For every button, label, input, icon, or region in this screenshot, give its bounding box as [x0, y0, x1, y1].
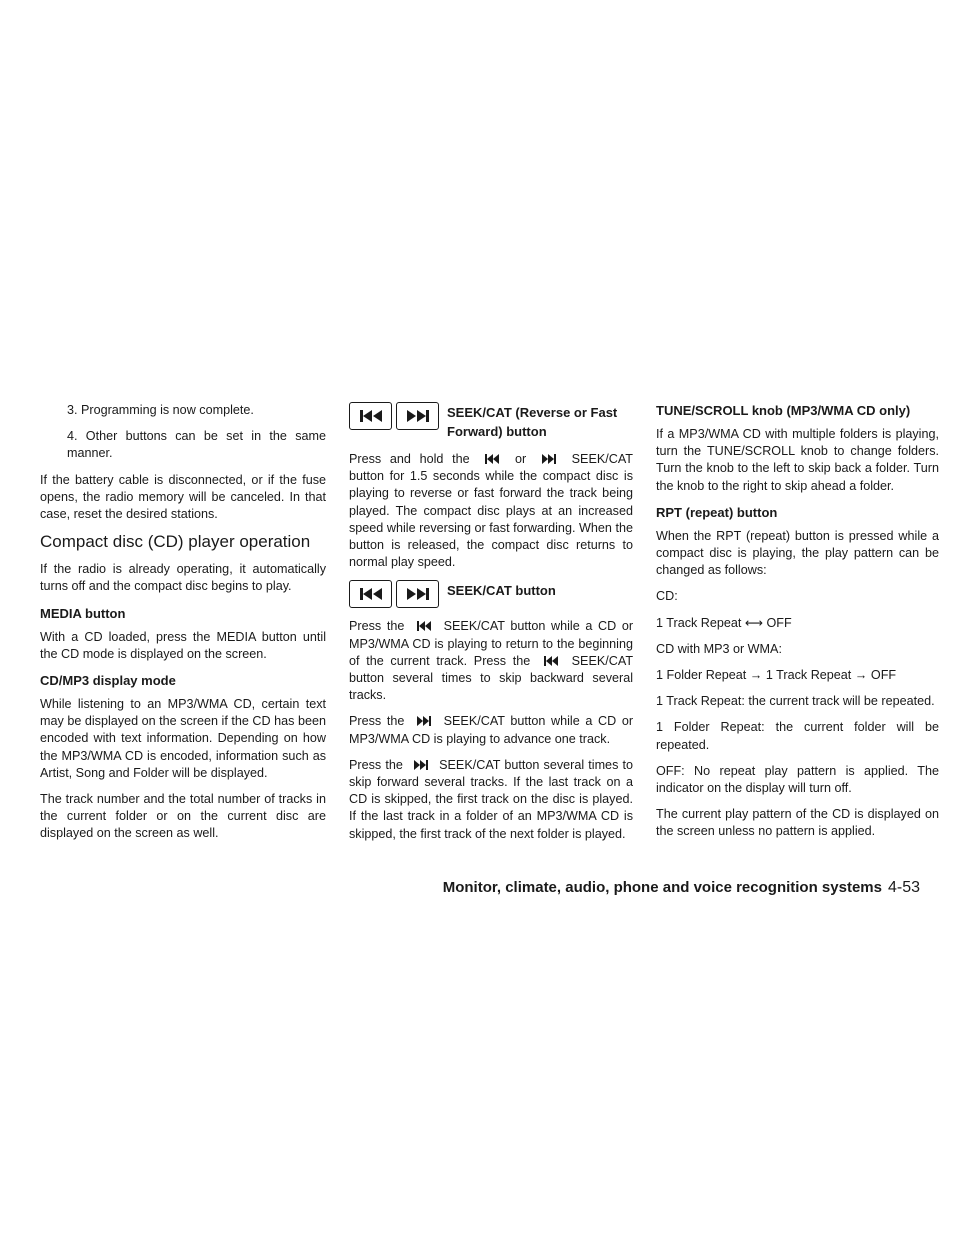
paragraph-tune: If a MP3/WMA CD with multiple folders is playing, turn the TUNE/SCROLL knob to change folders. Turn the knob to the left to skip back a folder. Turn the knob to the right to skip ahead a folder. — [656, 427, 939, 493]
page-footer — [443, 879, 920, 897]
skip-forward-icon — [405, 587, 431, 601]
paragraph-off: OFF: No repeat play pattern is applied. The indicator on the display will turn off. — [656, 763, 939, 796]
seek-buttons-illustration — [349, 580, 439, 608]
skip-back-icon — [485, 454, 499, 464]
label-mp3-wma: CD with MP3 or WMA: — [656, 641, 782, 656]
seek-buttons-illustration — [349, 402, 439, 430]
heading-rpt-button: RPT (repeat) button — [656, 504, 778, 520]
pattern-mp3-wma: 1 Folder Repeat → 1 Track Repeat → OFF — [656, 668, 897, 683]
paragraph-media: With a CD loaded, press the MEDIA button until the CD mode is displayed on the screen. — [40, 629, 326, 661]
paragraph-rpt: When the RPT (repeat) button is pressed while a compact disc is playing, the play pattern can be changed as follows: — [656, 528, 939, 578]
column-1 — [40, 402, 326, 852]
label-cd: CD: — [656, 589, 678, 604]
paragraph-press-hold: Press and hold the or SEEK/CAT button for 1.5 seconds while the compact disc is playing to reverse or fast forward the track being played. The compact disc plays at an increased speed while reversing or fast forwarding. When the button is released, the compact disc returns to normal play speed. — [349, 452, 633, 570]
paragraph-folder-repeat: 1 Folder Repeat: the current folder will be repeated. — [656, 720, 939, 752]
column-2 — [349, 402, 633, 852]
heading-media-button: MEDIA button — [40, 605, 126, 621]
seek-ff-heading-block — [349, 402, 633, 441]
skip-forward-icon — [414, 760, 428, 770]
page-number: 4-53 — [887, 879, 920, 896]
section-heading-cd-player: Compact disc (CD) player operation — [40, 532, 311, 552]
skip-forward-button-illustration — [396, 580, 439, 608]
column-3 — [656, 402, 939, 850]
skip-forward-icon — [542, 454, 556, 464]
skip-forward-icon — [405, 409, 431, 423]
paragraph-display-1: While listening to an MP3/WMA CD, certain text may be displayed on the screen if the CD has been encoded with text information. Depending on how the MP3/WMA CD is encoded, information such as Artist, Song and Folder will be displayed. — [40, 697, 326, 780]
paragraph-seek-forward-multi: Press the SEEK/CAT button several times to skip forward several tracks. If the last track on a CD is skipped, the first track on the disc is played. If the last track in a folder of an MP3/WMA CD is skipped, the first track of the next folder is played. — [349, 757, 634, 841]
skip-back-button-illustration — [349, 580, 392, 608]
skip-back-button-illustration — [349, 402, 392, 430]
heading-display-mode: CD/MP3 display mode — [40, 673, 176, 689]
paragraph-current-pattern: The current play pattern of the CD is displayed on the screen unless no pattern is applied. — [656, 807, 939, 839]
skip-forward-button-illustration — [396, 402, 439, 430]
heading-seek-cat: SEEK/CAT button — [447, 583, 556, 599]
skip-back-icon — [417, 621, 431, 631]
list-item-step-3: 3. Programming is now complete. — [67, 403, 254, 417]
heading-tune-scroll: TUNE/SCROLL knob (MP3/WMA CD only) — [656, 403, 911, 418]
pattern-cd: 1 Track Repeat ⟷ OFF — [656, 615, 792, 630]
paragraph-display-2: The track number and the total number of tracks in the current folder or on the current disc are displayed on the screen as well. — [40, 792, 326, 841]
seek-heading-block — [349, 580, 633, 608]
paragraph-track-repeat: 1 Track Repeat: the current track will be repeated. — [656, 694, 935, 709]
skip-back-icon — [358, 587, 384, 601]
heading-seek-reverse-ff: SEEK/CAT (Reverse or Fast Forward) button — [447, 405, 618, 439]
paragraph-seek-forward: Press the SEEK/CAT button while a CD or MP3/WMA CD is playing to advance one track. — [349, 714, 634, 746]
paragraph-seek-reverse: Press the SEEK/CAT button while a CD or MP3/WMA CD is playing to return to the beginning of the current track. Press the SEEK/CAT button several times to skip backward several tracks. — [349, 619, 634, 703]
skip-back-icon — [544, 656, 558, 666]
footer-section-title: Monitor, climate, audio, phone and voice recognition systems — [442, 879, 882, 896]
skip-back-icon — [358, 409, 384, 423]
paragraph-cd-auto: If the radio is already operating, it automatically turns off and the compact disc begins to play. — [40, 562, 326, 594]
paragraph-battery: If the battery cable is disconnected, or if the fuse opens, the radio memory will be canceled. In that case, reset the desired stations. — [40, 472, 326, 522]
skip-forward-icon — [417, 716, 431, 726]
list-item-step-4: 4. Other buttons can be set in the same manner. — [67, 429, 326, 461]
